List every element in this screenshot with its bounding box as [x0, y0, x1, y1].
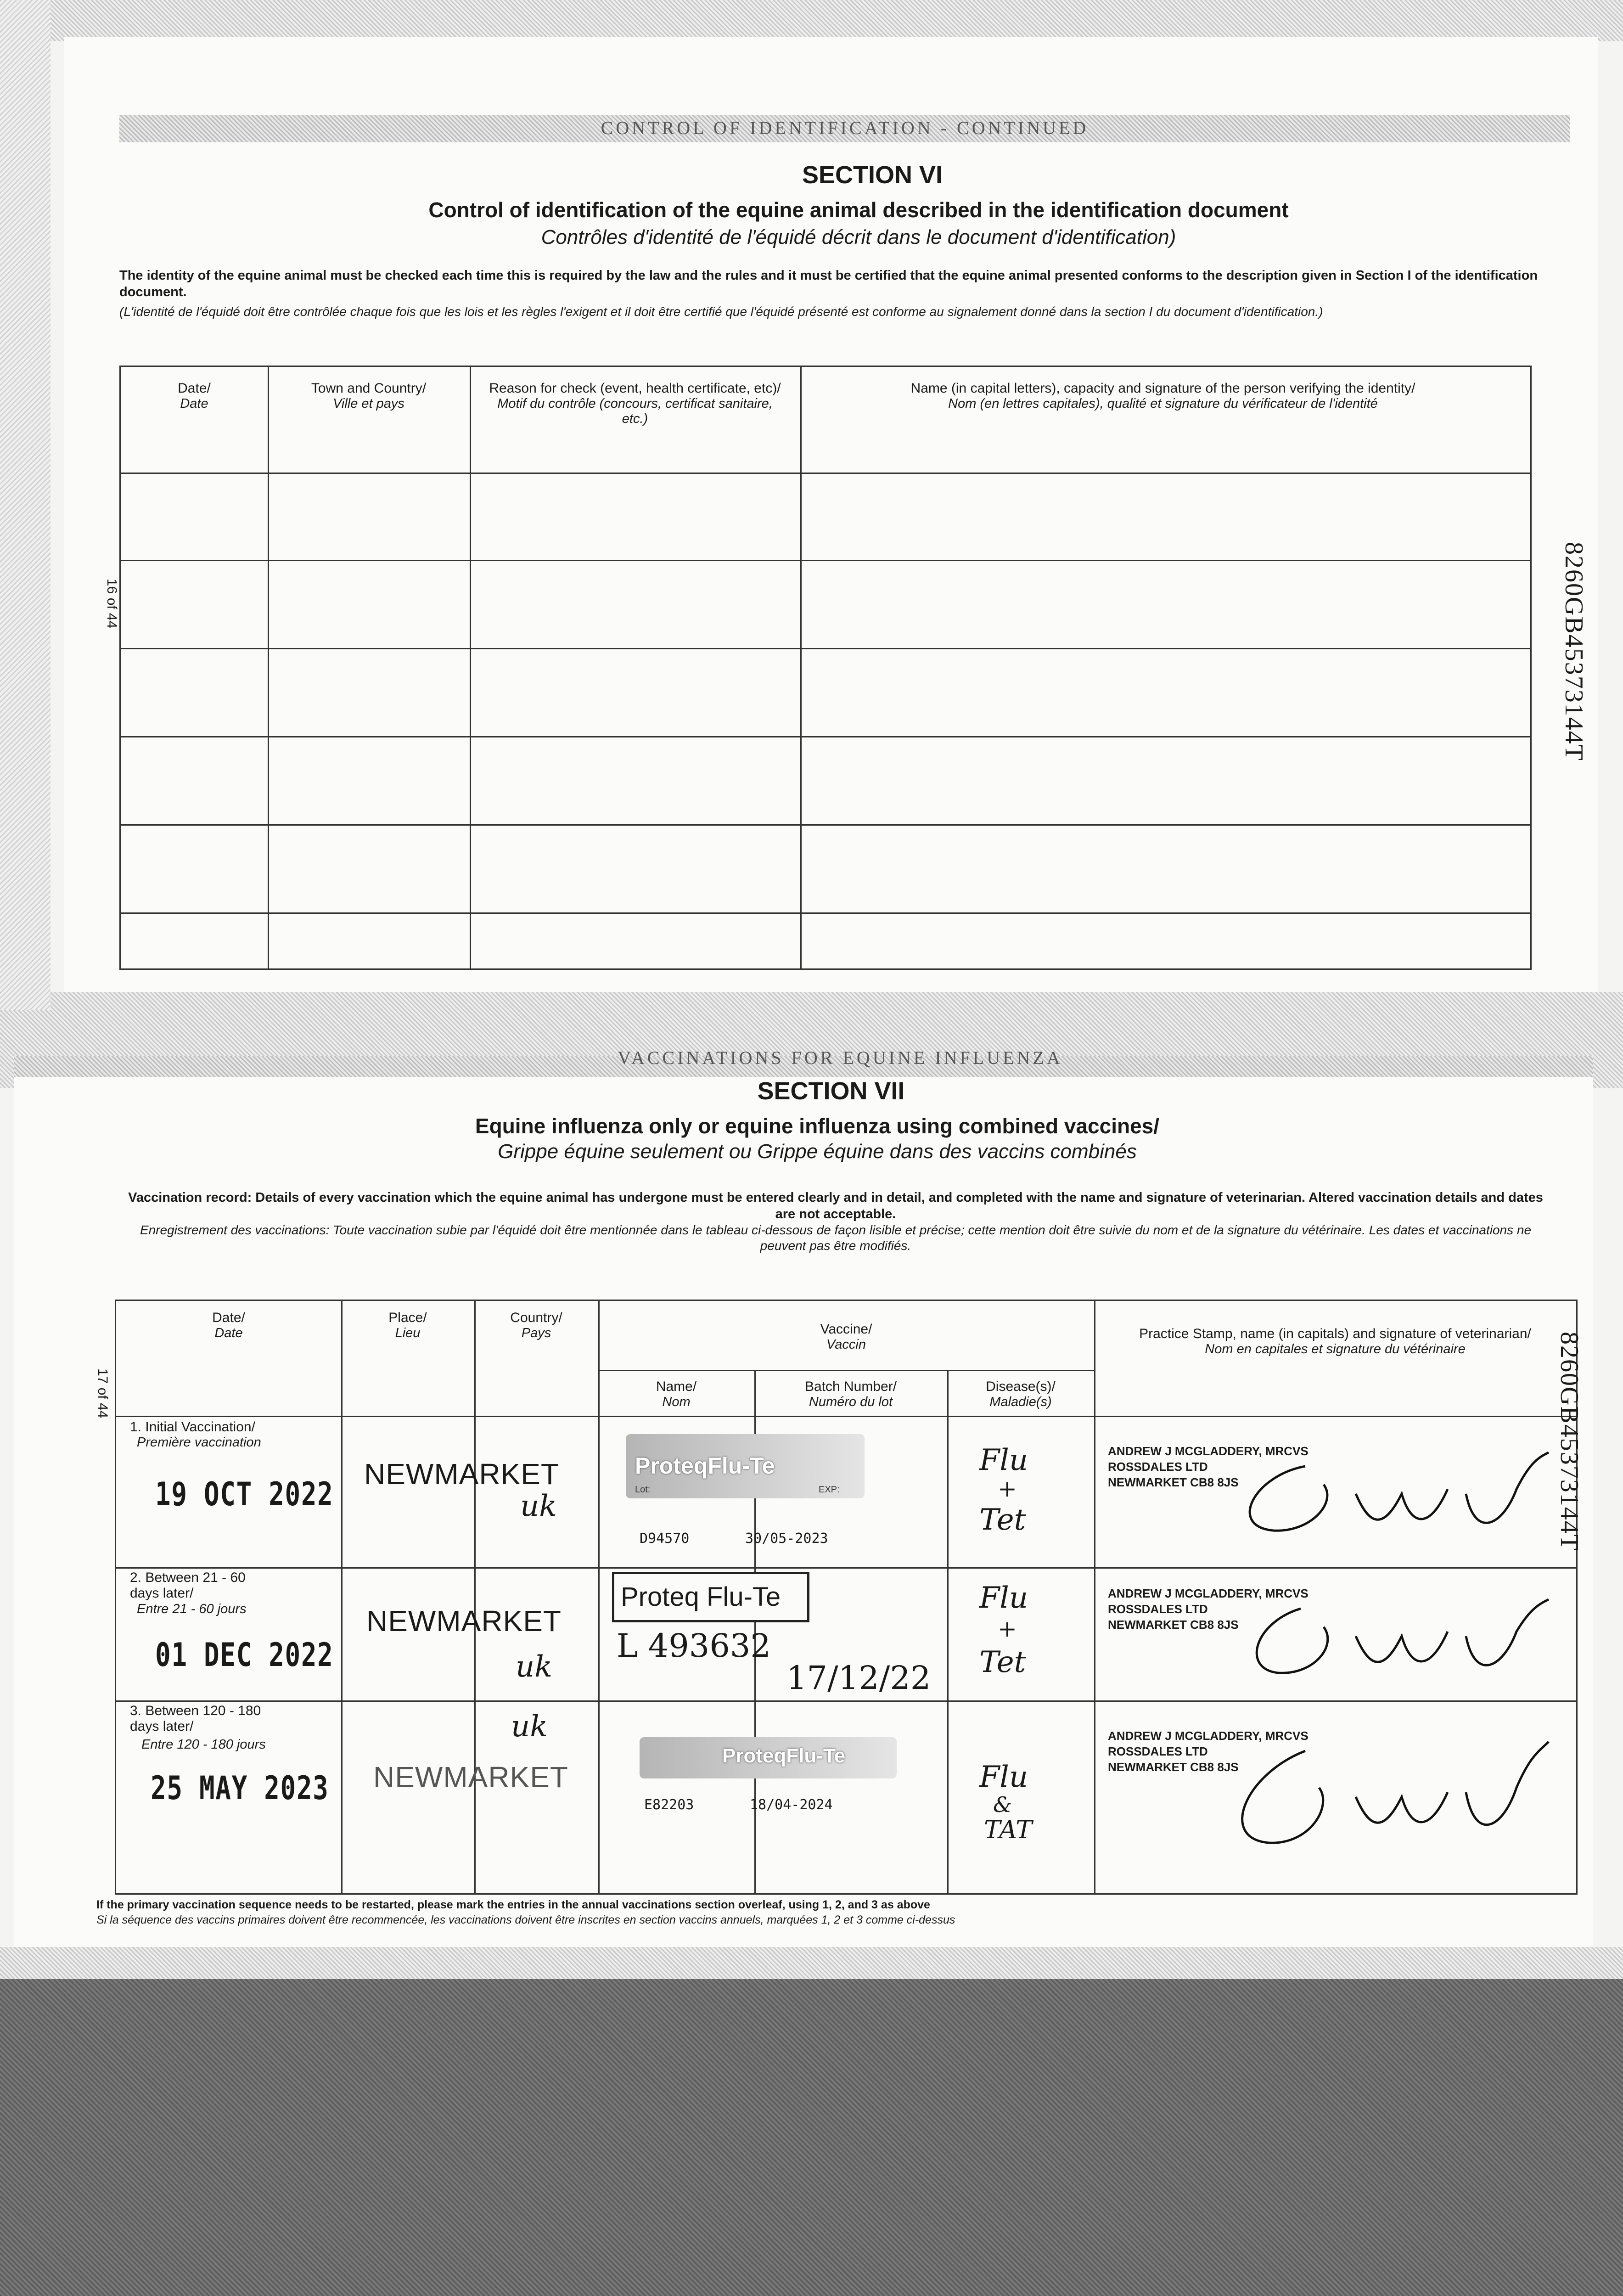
vaccination-header-name: Name/ Nom	[656, 1379, 697, 1409]
row-2-date-stamp: 01 DEC 2022	[155, 1636, 334, 1674]
row-2-expiry: 17/12/22	[786, 1659, 931, 1697]
vaccination-row-3	[116, 1700, 1576, 1893]
column-header-verifier: Name (in capital letters), capacity and signature of the person verifying the identity/ Nom (en lettres capitales), qualité et signature du vérificateur de l'identité	[910, 381, 1415, 411]
row-3-label-fr: Entre 120 - 180 jours	[141, 1737, 266, 1752]
row-2-country: uk	[516, 1650, 552, 1684]
section-vi-page-number: 16 of 44	[104, 579, 119, 629]
row-3-country: uk	[511, 1710, 548, 1744]
row-1-vaccine-label	[626, 1434, 865, 1498]
section-vi-title-fr: Contrôles d'identité de l'équidé décrit dans le document d'identification)	[541, 226, 1176, 248]
column-header-date: Date/ Date	[178, 381, 211, 411]
row-1-label-fr: Première vaccination	[137, 1435, 261, 1450]
vaccination-header-date: Date/ Date	[212, 1310, 245, 1340]
row-3-disease-1: Flu	[979, 1760, 1028, 1794]
section-vii-band-title: VACCINATIONS FOR EQUINE INFLUENZA	[618, 1047, 1063, 1068]
section-vi-serial-number: 8260GB45373144T	[1560, 542, 1588, 761]
section-vii-title-en: Equine influenza only or equine influenza using combined vaccines/	[475, 1114, 1160, 1138]
row-1-country: uk	[520, 1489, 557, 1523]
row-2-place: NEWMARKET	[366, 1604, 562, 1638]
row-3-vet-signature	[1209, 1723, 1558, 1861]
vaccination-row-2	[116, 1567, 1576, 1700]
vaccination-row-1	[116, 1416, 1576, 1567]
section-vii-page-number: 17 of 44	[95, 1368, 110, 1418]
row-3-vet-stamp: ANDREW J MCGLADDERY, MRCVS ROSSDALES LTD NEWMARKET CB8 8JS	[1108, 1729, 1309, 1774]
row-2-vaccine-stamp	[612, 1572, 809, 1622]
row-1-disease-2: +	[998, 1475, 1017, 1502]
section-vi-intro-fr: (L'identité de l'équidé doit être contrôlée chaque fois que les lois et les règles l'exigent et il doit être certifié que l'équidé présenté est conforme au signalement donné dans la section I du document d'identification.)	[119, 304, 1323, 319]
column-header-town-country: Town and Country/ Ville et pays	[311, 381, 427, 411]
row-1-label: 1. Initial Vaccination/	[130, 1419, 255, 1435]
section-vi-band-title: CONTROL OF IDENTIFICATION - CONTINUED	[601, 118, 1089, 138]
identity-check-table	[119, 366, 1532, 970]
row-1-expiry: 30/05-2023	[745, 1531, 828, 1547]
section-vii-footnote-fr: Si la séquence des vaccins primaires doivent être recommencée, les vaccinations doivent être inscrites en section vaccins annuels, marquées 1, 2 et 3 comme ci-dessus	[96, 1913, 955, 1926]
row-1-disease-3: Tet	[979, 1503, 1026, 1537]
page-section-vi	[64, 37, 1598, 992]
row-2-label-fr: Entre 21 - 60 jours	[137, 1602, 247, 1616]
row-3-date-stamp: 25 MAY 2023	[151, 1769, 329, 1807]
row-1-batch: D94570	[640, 1531, 690, 1547]
section-vii-heading: SECTION VII	[757, 1077, 905, 1105]
row-1-place: NEWMARKET	[364, 1458, 559, 1491]
row-2-disease-2: +	[998, 1615, 1017, 1642]
section-vii-serial-number: 8260GB45373144T	[1555, 1332, 1584, 1551]
vaccination-header-batch: Batch Number/ Numéro du lot	[804, 1379, 897, 1409]
section-vii-intro-en: Vaccination record: Details of every vaccination which the equine animal has undergone must be entered clearly and in detail, and completed with the name and signature of veterinarian. Altered vaccination details and dates are not acceptable.	[128, 1190, 1543, 1221]
vaccination-header-vaccine: Vaccine/ Vaccin	[820, 1322, 872, 1352]
vaccination-table	[115, 1300, 1578, 1895]
row-3-label: 3. Between 120 - 180 days later/	[130, 1703, 261, 1734]
row-1-vaccine-name: ProteqFlu-Te	[635, 1453, 775, 1479]
row-1-disease-1: Flu	[979, 1443, 1028, 1477]
section-vii-intro-fr: Enregistrement des vaccinations: Toute vaccination subie par l'équidé doit être mentionnée dans le tableau ci-dessous de façon lisible et précise; cette mention doit être suivie du nom et de la signature du vétérinaire. Les dates et vaccinations ne peuvent pas être modifiés.	[140, 1223, 1532, 1253]
page-section-vii	[14, 1047, 1593, 1947]
row-3-disease-3: TAT	[984, 1815, 1033, 1844]
row-3-place: NEWMARKET	[373, 1761, 568, 1794]
row-1-vet-signature	[1218, 1434, 1558, 1549]
row-1-lot-label: Lot:	[635, 1485, 651, 1495]
row-2-batch: L 493632	[617, 1627, 771, 1665]
vaccination-header-country: Country/ Pays	[510, 1310, 562, 1340]
section-vii-title-fr: Grippe équine seulement ou Grippe équine dans des vaccins combinés	[498, 1140, 1137, 1163]
column-header-reason: Reason for check (event, health certificate, etc)/ Motif du contrôle (concours, certificat sanitaire, etc.)	[489, 381, 781, 426]
vaccination-header-place: Place/ Lieu	[388, 1310, 427, 1340]
row-3-vaccine-label	[640, 1737, 897, 1778]
row-1-vet-stamp: ANDREW J MCGLADDERY, MRCVS ROSSDALES LTD NEWMARKET CB8 8JS	[1108, 1444, 1309, 1489]
row-2-disease-3: Tet	[979, 1645, 1026, 1679]
row-2-vaccine-name: Proteq Flu-Te	[621, 1582, 781, 1612]
section-vi-heading: SECTION VI	[802, 161, 943, 189]
vaccination-header-disease: Disease(s)/ Maladie(s)	[986, 1379, 1056, 1409]
dark-scan-margin	[0, 1979, 1623, 2296]
row-3-expiry: 18/04-2024	[750, 1797, 833, 1813]
row-2-disease-1: Flu	[979, 1581, 1028, 1615]
row-3-disease-2: &	[993, 1792, 1012, 1817]
section-vi-title-en: Control of identification of the equine animal described in the identification document	[428, 198, 1289, 222]
section-vii-footnote-en: If the primary vaccination sequence needs to be restarted, please mark the entries in the annual vaccinations section overleaf, using 1, 2, and 3 as above	[96, 1898, 930, 1911]
row-3-vaccine-name: ProteqFlu-Te	[722, 1745, 846, 1767]
row-2-vet-stamp: ANDREW J MCGLADDERY, MRCVS ROSSDALES LTD NEWMARKET CB8 8JS	[1108, 1587, 1309, 1632]
row-2-vet-signature	[1227, 1581, 1558, 1687]
row-2-label: 2. Between 21 - 60 days later/	[130, 1570, 246, 1601]
row-1-exp-label: EXP:	[819, 1485, 840, 1495]
section-vi-intro-en: The identity of the equine animal must be checked each time this is required by the law and the rules and it must be certified that the equine animal presented conforms to the description given in Section I of the identification document.	[119, 268, 1538, 299]
row-1-date-stamp: 19 OCT 2022	[155, 1475, 334, 1513]
vaccination-header-veterinarian: Practice Stamp, name (in capitals) and signature of veterinarian/ Nom en capitales et signature du vétérinaire	[1139, 1326, 1531, 1356]
row-3-batch: E82203	[644, 1797, 694, 1813]
